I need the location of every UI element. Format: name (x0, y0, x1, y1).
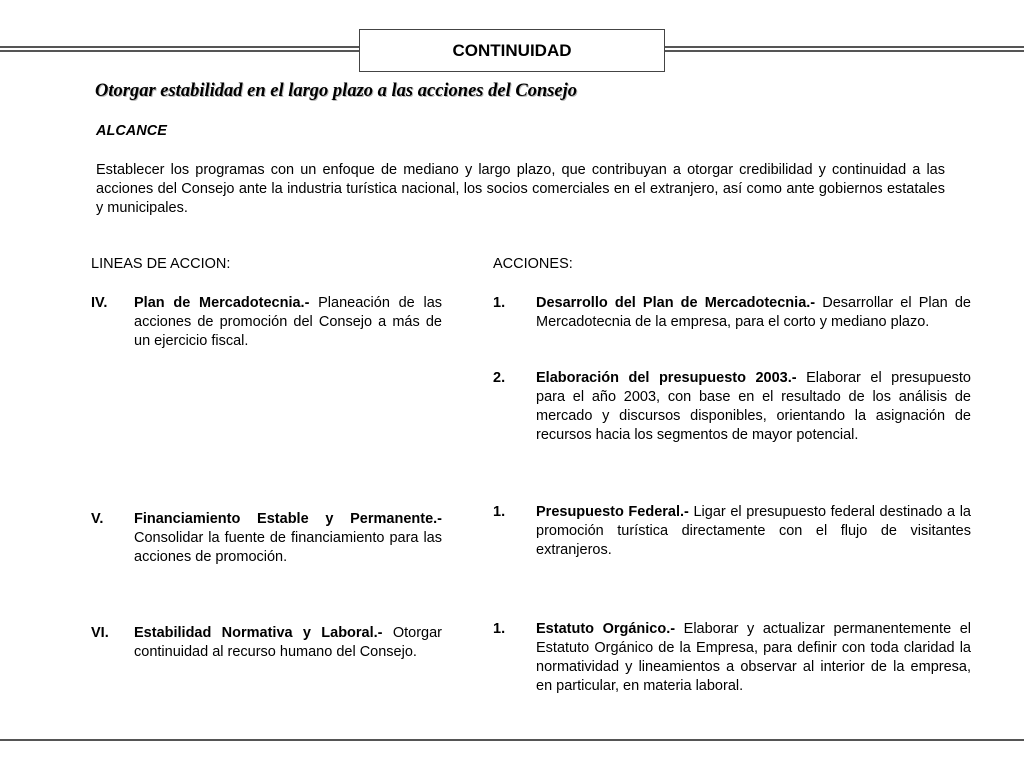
accion-lead: Presupuesto Federal.- (536, 504, 689, 520)
linea-text: Otorgar continuidad al recurso humano del Consejo. (134, 625, 442, 660)
footer-rule (0, 739, 1024, 741)
accion-body (536, 503, 971, 560)
alcance-label: ALCANCE (96, 123, 167, 139)
accion-number: 1. (493, 295, 506, 311)
page-title: CONTINUIDAD (359, 29, 665, 72)
accion-text: Elaborar el presupuesto para el año 2003, con base en el resultado de los análisis de mercado y discursos disponibles, orientando la asignación de recursos hacia los segmentos de mayor potencial. (536, 370, 971, 443)
linea-text: Consolidar la fuente de financiamiento para las acciones de promoción. (134, 530, 442, 565)
lineas-header: LINEAS DE ACCION: (91, 256, 231, 272)
accion-text: Elaborar y actualizar permanentemente el Estatuto Orgánico de la Empresa, para definir con toda claridad la normatividad y lineamientos a observar al interior de la empresa, en particular, en materia laboral. (536, 621, 971, 694)
linea-item (91, 294, 442, 351)
header-rule-left (0, 46, 360, 52)
accion-item (493, 369, 971, 445)
accion-text: Ligar el presupuesto federal destinado a la promoción turística directamente con el flujo de visitantes extranjeros. (536, 504, 971, 558)
accion-lead: Desarrollo del Plan de Mercadotecnia.- (536, 295, 816, 311)
accion-number: 1. (493, 504, 506, 520)
accion-body (536, 620, 971, 696)
linea-text: Planeación de las acciones de promoción del Consejo a más de un ejercicio fiscal. (134, 295, 443, 349)
alcance-text: Establecer los programas con un enfoque de mediano y largo plazo, que contribuyan a otorgar credibilidad y continuidad a las acciones del Consejo ante la industria turística nacional, los socios comerciales en el extranjero, así como ante gobiernos estatales y municipales. (96, 162, 945, 216)
section-subtitle: Otorgar estabilidad en el largo plazo a las acciones del Consejo (95, 81, 578, 101)
accion-item (493, 503, 971, 560)
accion-body (536, 294, 971, 332)
accion-number: 2. (493, 370, 506, 386)
linea-number: VI. (91, 625, 109, 641)
linea-item (91, 510, 442, 567)
linea-item (91, 624, 442, 662)
linea-lead: Financiamiento Estable y Permanente.- (134, 511, 442, 527)
linea-body (134, 294, 442, 351)
accion-item (493, 294, 971, 332)
header-rule-right (665, 46, 1024, 52)
accion-number: 1. (493, 621, 506, 637)
linea-number: IV. (91, 295, 108, 311)
accion-lead: Elaboración del presupuesto 2003.- (536, 370, 797, 386)
linea-lead: Estabilidad Normativa y Laboral.- (134, 625, 383, 641)
accion-text: Desarrollar el Plan de Mercadotecnia de la empresa, para el corto y mediano plazo. (536, 295, 971, 330)
linea-body (134, 624, 442, 662)
linea-number: V. (91, 511, 104, 527)
accion-body (536, 369, 971, 445)
accion-item (493, 620, 971, 696)
linea-lead: Plan de Mercadotecnia.- (134, 295, 310, 311)
acciones-header: ACCIONES: (493, 256, 573, 272)
linea-body (134, 510, 442, 567)
accion-lead: Estatuto Orgánico.- (536, 621, 676, 637)
